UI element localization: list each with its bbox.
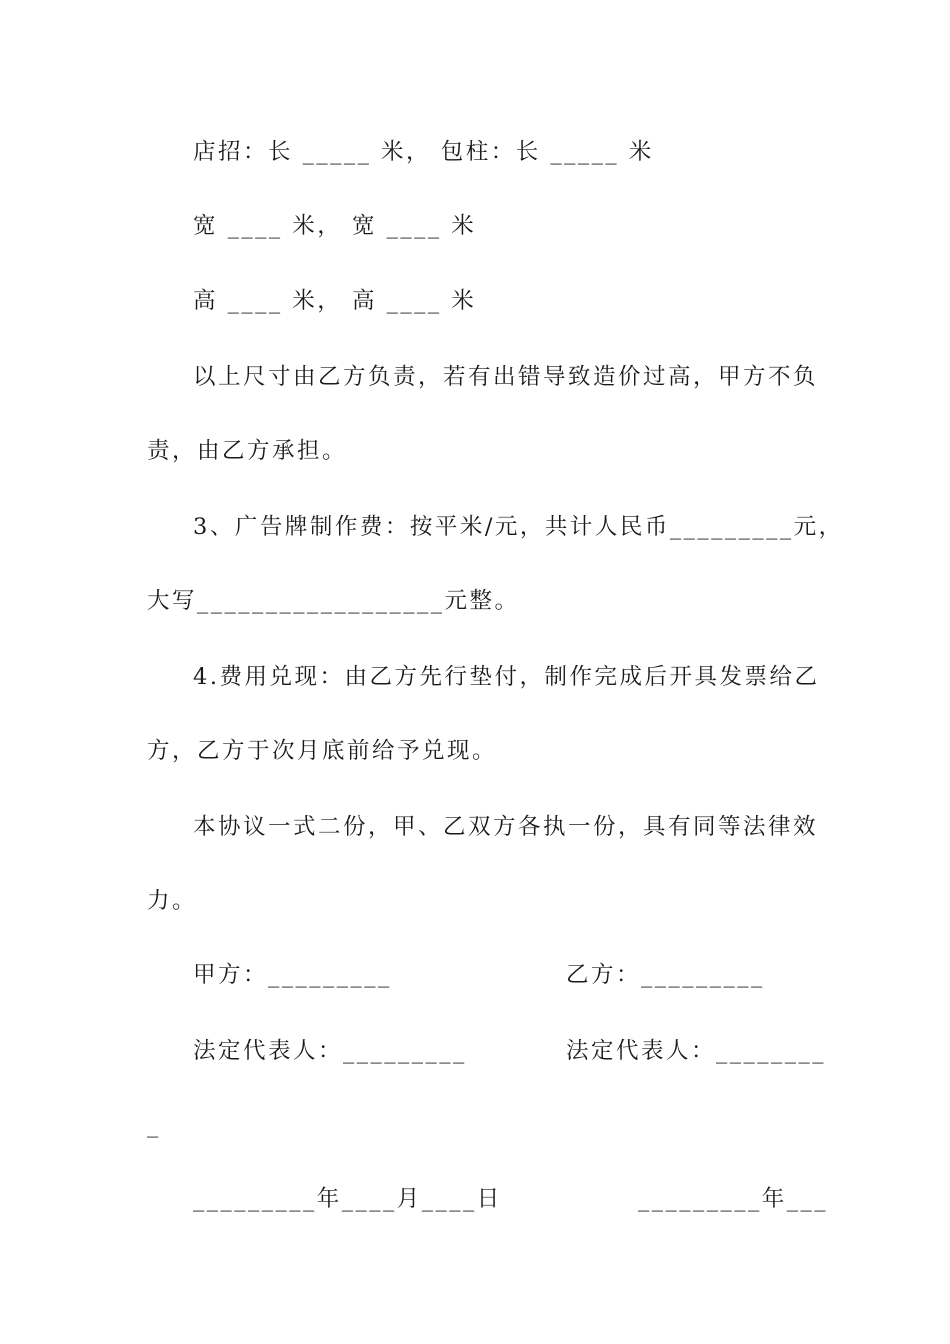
fee-clause-line-2: 大写__________________元整。: [147, 588, 520, 614]
party-b-date: _________年___: [638, 1186, 829, 1212]
sign-dimensions-height: 高 ____ 米， 高 ____ 米: [193, 288, 477, 314]
payment-clause-line-1: 4.费用兑现：由乙方先行垫付，制作完成后开具发票给乙: [193, 664, 820, 690]
party-b-signature: 乙方：_________: [566, 962, 765, 988]
party-b-legal-representative: 法定代表人：________: [566, 1038, 827, 1064]
copies-clause-line-1: 本协议一式二份，甲、乙双方各执一份，具有同等法律效: [193, 814, 819, 840]
responsibility-paragraph-line-2: 责，由乙方承担。: [147, 438, 348, 464]
wrapped-underline: _: [147, 1112, 161, 1138]
party-a-date: _________年____月____日: [193, 1186, 502, 1212]
copies-clause-line-2: 力。: [147, 888, 198, 914]
party-a-legal-representative: 法定代表人：_________: [193, 1038, 467, 1064]
sign-dimensions-length: 店招：长 _____ 米， 包柱：长 _____ 米: [193, 139, 654, 165]
party-a-signature: 甲方：_________: [193, 962, 392, 988]
sign-dimensions-width: 宽 ____ 米， 宽 ____ 米: [193, 213, 477, 239]
fee-clause-line-1: 3、广告牌制作费：按平米/元，共计人民币_________元，: [193, 514, 844, 540]
responsibility-paragraph-line-1: 以上尺寸由乙方负责，若有出错导致造价过高，甲方不负: [193, 364, 819, 390]
payment-clause-line-2: 方，乙方于次月底前给予兑现。: [147, 738, 498, 764]
